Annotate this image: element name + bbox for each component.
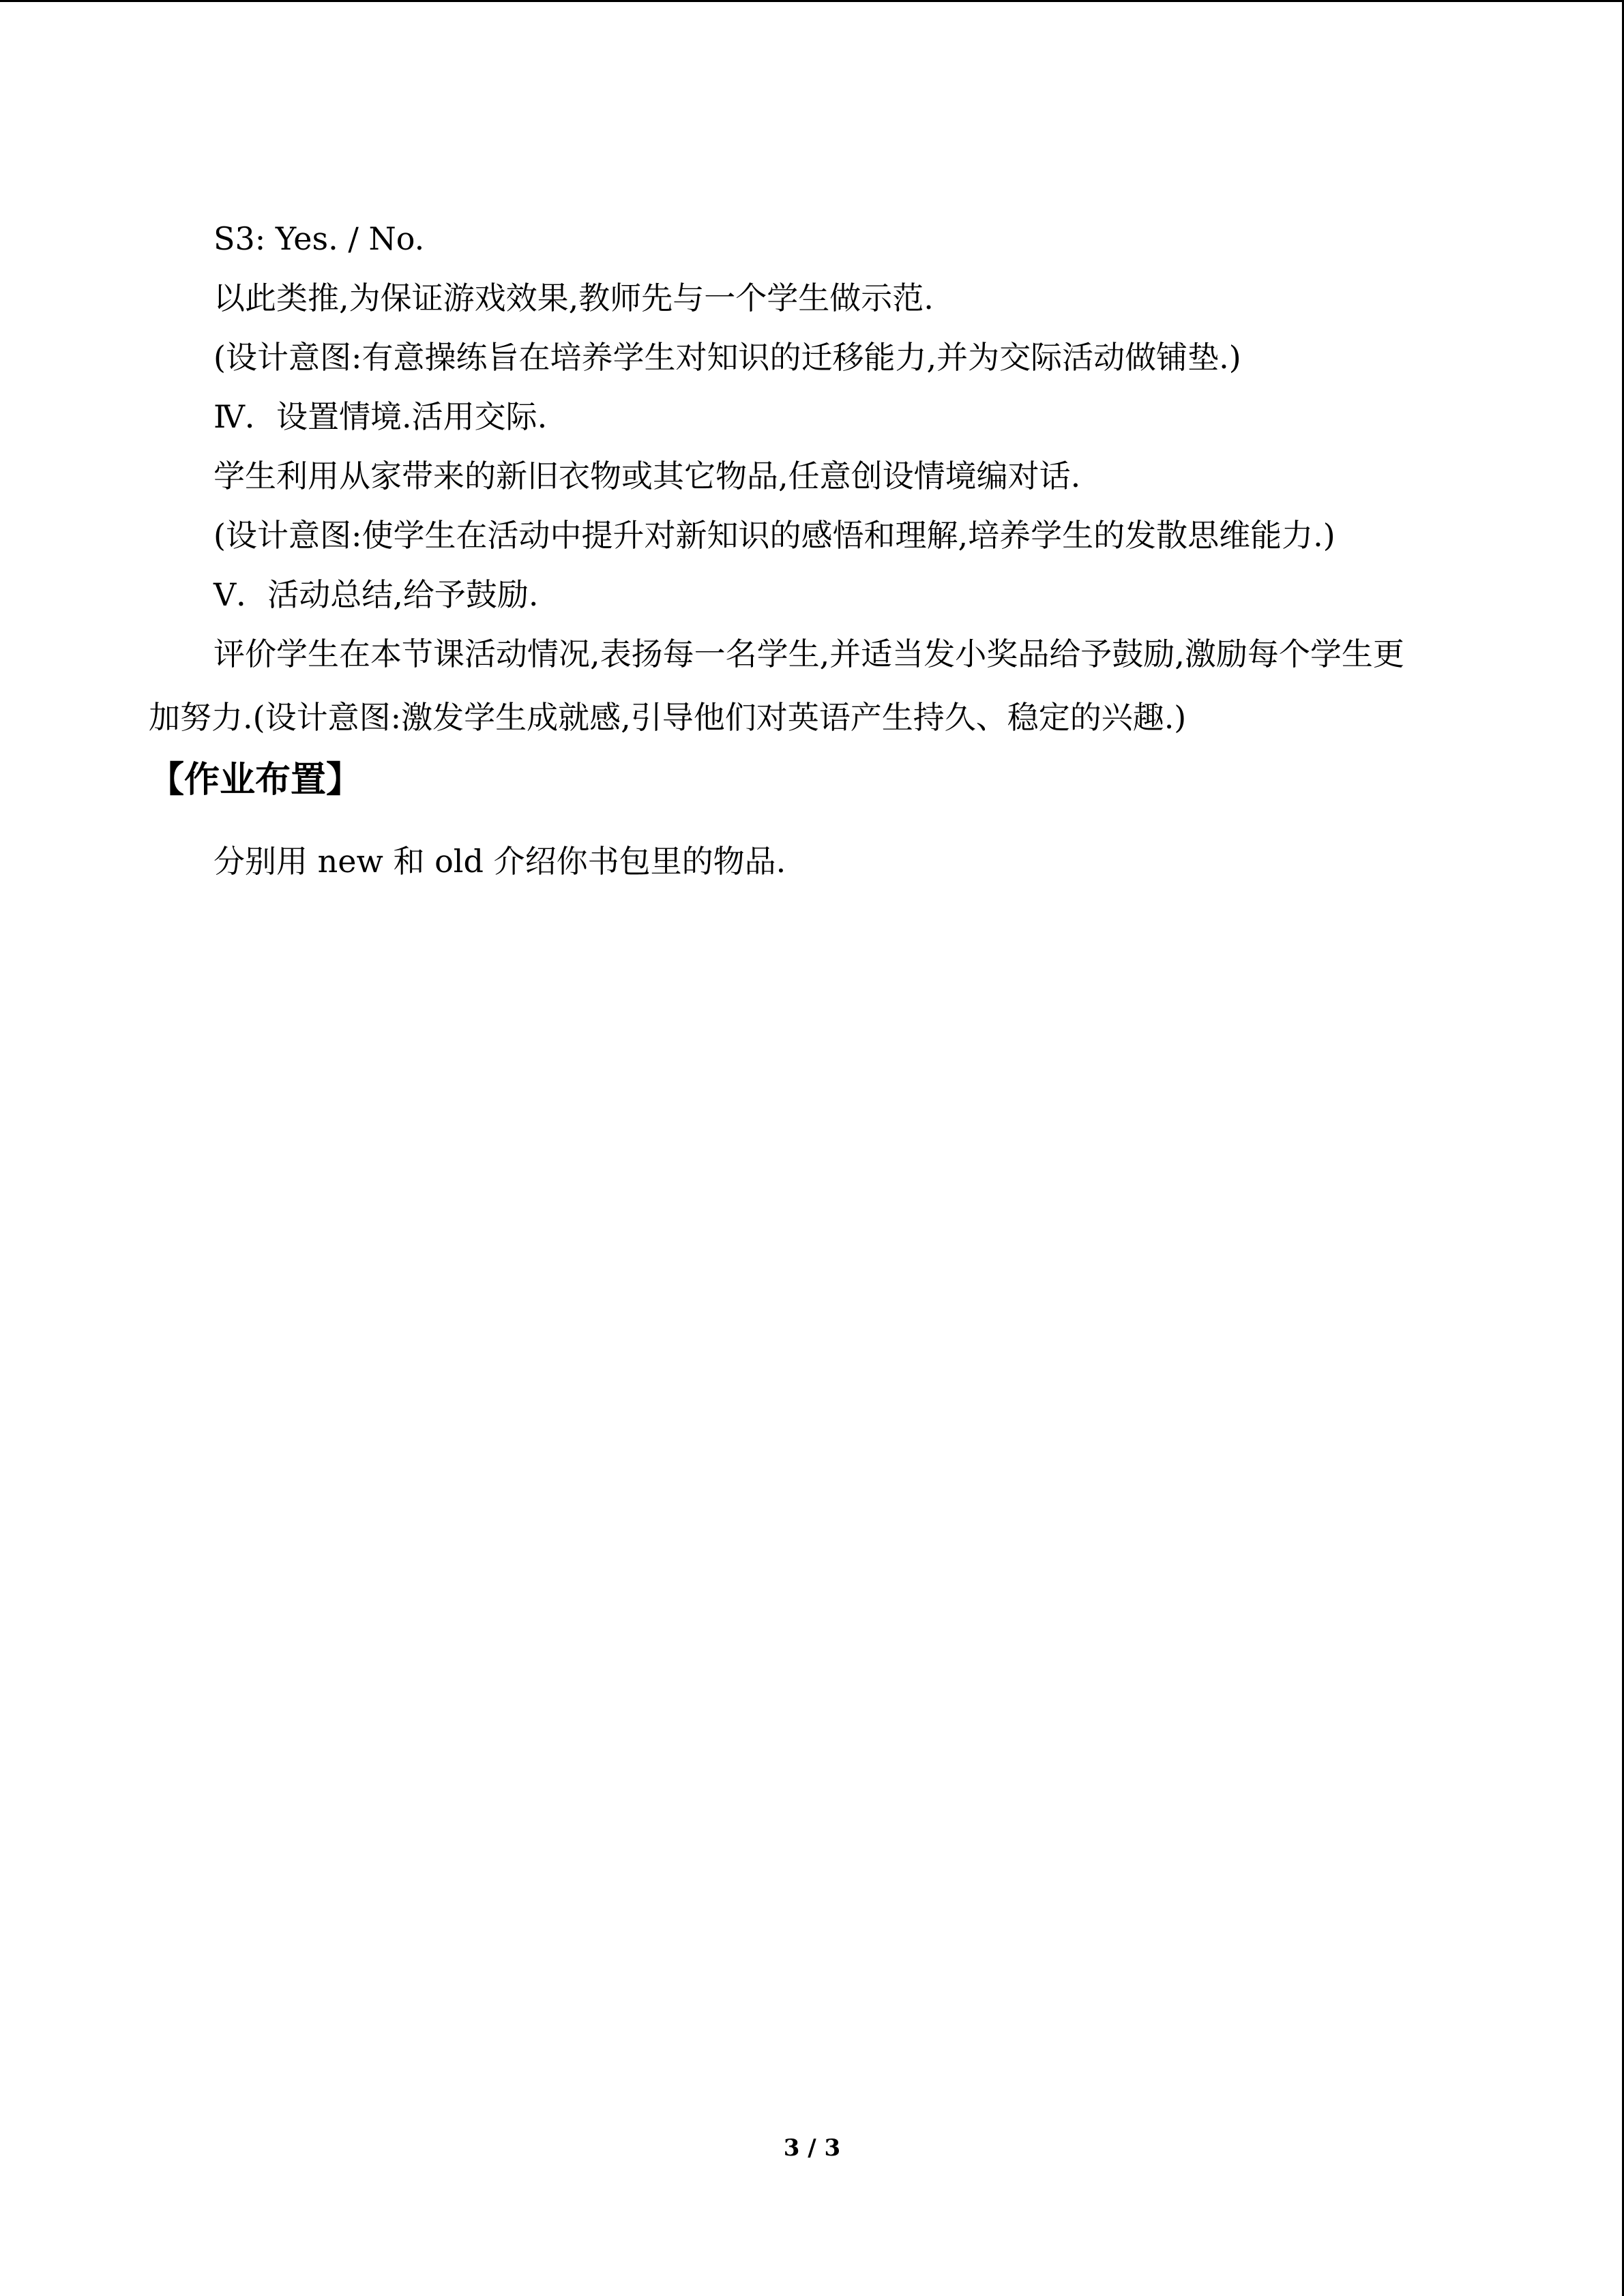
design-intent-2: (设计意图:使学生在活动中提升对新知识的感悟和理解,培养学生的发散思维能力.) <box>213 517 1335 554</box>
paragraph-evaluation-line-1: 评价学生在本节课活动情况,表扬每一名学生,并适当发小奖品给予鼓励,激励每个学生更 <box>213 636 1404 672</box>
paragraph-demo: 以此类推,为保证游戏效果,教师先与一个学生做示范. <box>213 280 934 316</box>
page-top-border <box>0 0 1624 2</box>
design-intent-1: (设计意图:有意操练旨在培养学生对知识的迁移能力,并为交际活动做铺垫.) <box>213 339 1241 376</box>
page-number: 3 / 3 <box>783 2134 841 2162</box>
dialogue-line-s3: S3: Yes. / No. <box>213 220 425 257</box>
step-5-heading: Ⅴ．活动总结,给予鼓励. <box>213 576 539 613</box>
homework-heading: 【作业布置】 <box>149 760 362 801</box>
paragraph-situation: 学生利用从家带来的新旧衣物或其它物品,任意创设情境编对话. <box>213 458 1081 494</box>
homework-text: 分别用 new 和 old 介绍你书包里的物品. <box>213 843 786 880</box>
paragraph-evaluation-line-2: 加努力.(设计意图:激发学生成就感,引导他们对英语产生持久、稳定的兴趣.) <box>149 699 1187 736</box>
step-4-heading: Ⅳ．设置情境.活用交际. <box>213 398 548 435</box>
